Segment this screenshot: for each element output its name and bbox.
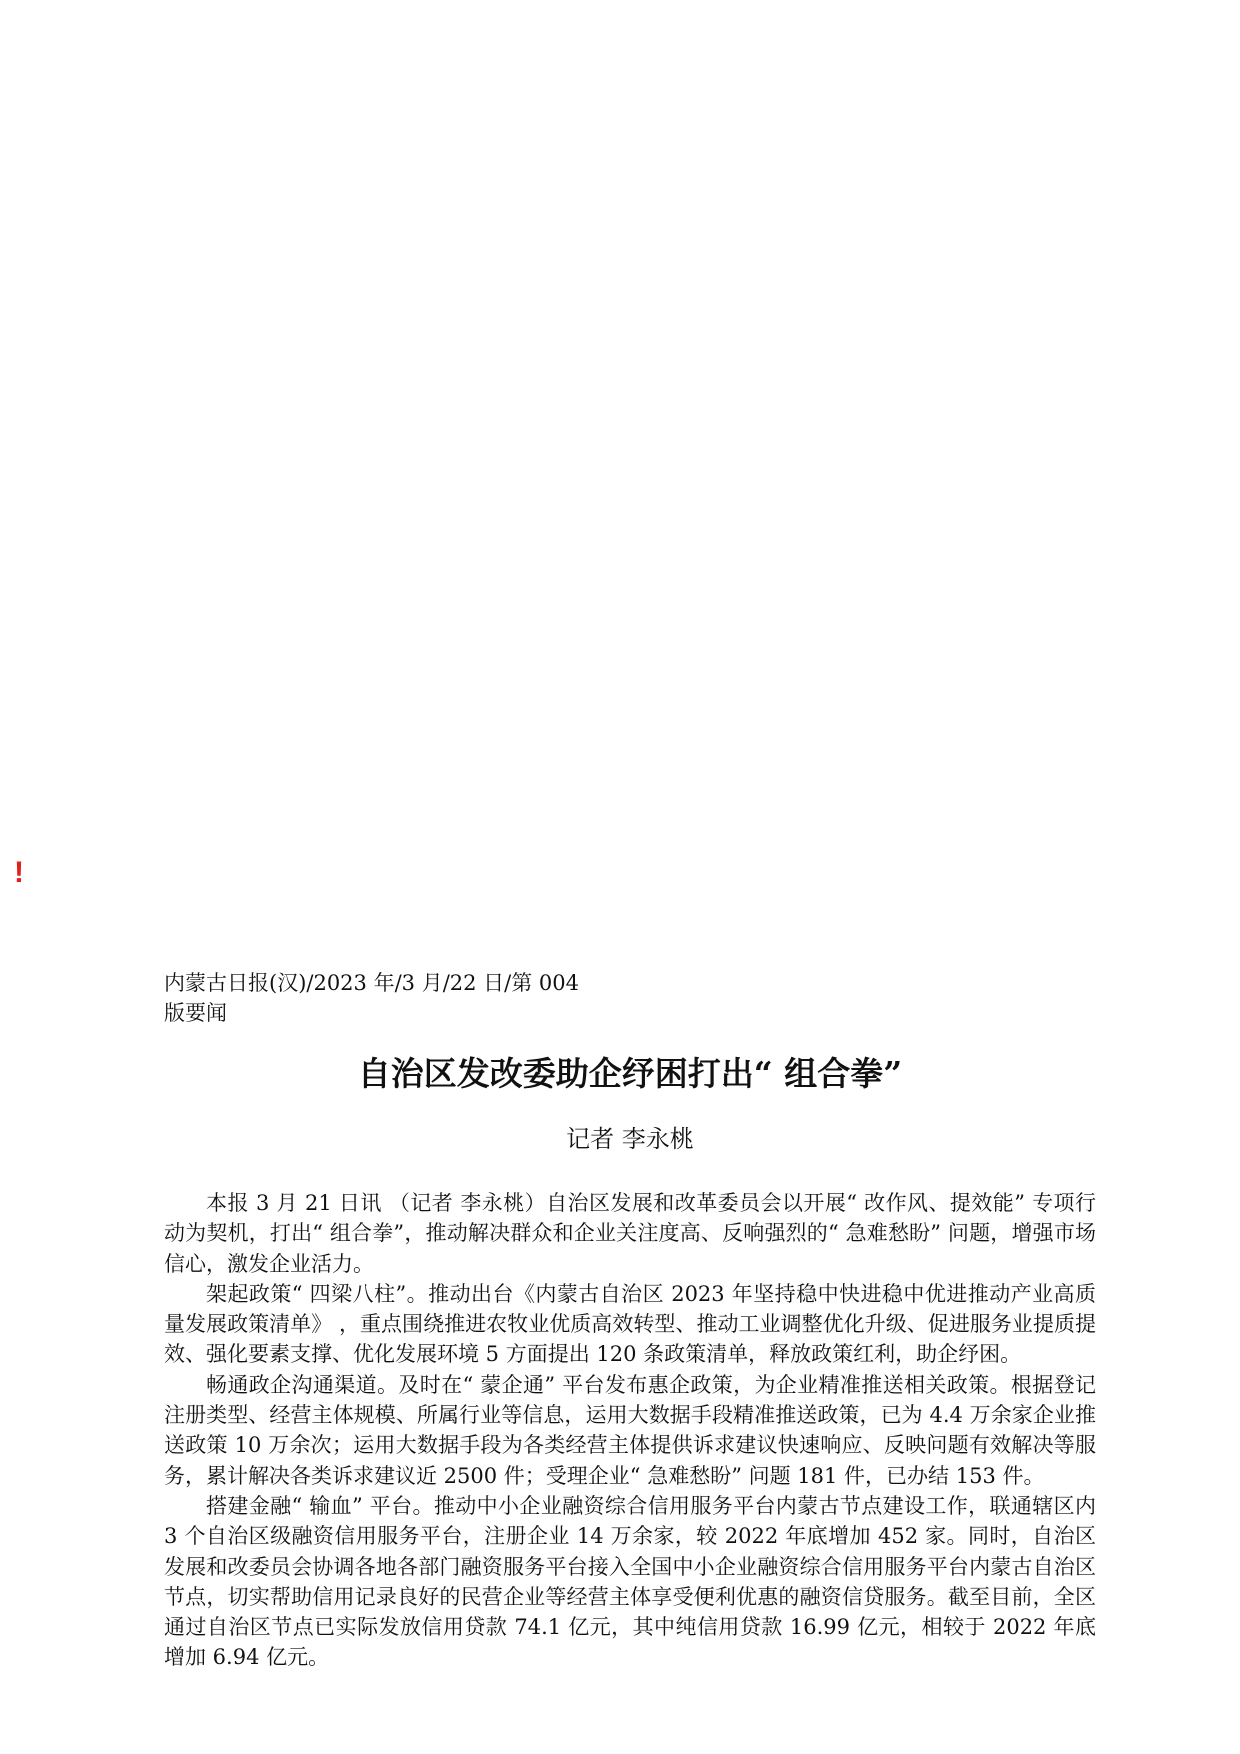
- article-title: 自治区发改委助企纾困打出“ 组合拳”: [357, 1054, 903, 1093]
- paragraph-policy: 架起政策“ 四梁八柱”。推动出台《内蒙古自治区 2023 年坚持稳中快进稳中优进推动产业高质量发展政策清单》 ，重点围绕推进农牧业优质高效转型、推动工业调整优化升级、促进服务业提质提效、强化要素支撑、优化发展环境 5 方面提出 120 条政策清单，释放政策红利，助企纾困。: [164, 1281, 1096, 1367]
- paragraph-communication: 畅通政企沟通渠道。及时在“ 蒙企通” 平台发布惠企政策，为企业精准推送相关政策。根据登记注册类型、经营主体规模、所属行业等信息，运用大数据手段精准推送政策，已为 4.4 万余家企业推送政策 10 万余次；运用大数据手段为各类经营主体提供诉求建议快速响应、反映问题有效解决等服务，累计解决各类诉求建议近 2500 件；受理企业“ 急难愁盼” 问题 181 件，已办结 153 件。: [164, 1372, 1096, 1488]
- alert-mark: !: [14, 856, 24, 889]
- paragraph-intro: 本报 3 月 21 日讯 （记者 李永桃）自治区发展和改革委员会以开展“ 改作风、提效能” 专项行动为契机，打出“ 组合拳”，推动解决群众和企业关注度高、反响强烈的“ 急难愁盼” 问题，增强市场信心，激发企业活力。: [164, 1191, 1096, 1276]
- article-byline: 记者 李永桃: [566, 1125, 694, 1153]
- paragraph-finance: 搭建金融“ 输血” 平台。推动中小企业融资综合信用服务平台内蒙古节点建设工作，联通辖区内 3 个自治区级融资信用服务平台，注册企业 14 万余家，较 2022 年底增加 452 家。同时，自治区发展和改委员会协调各地各部门融资服务平台接入全国中小企业融资综合信用服务平台内蒙古自治区节点，切实帮助信用记录良好的民营企业等经营主体享受便利优惠的融资信贷服务。截至目前，全区通过自治区节点已实际发放信用贷款 74.1 亿元，其中纯信用贷款 16.99 亿元，相较于 2022 年底增加 6.94 亿元。: [164, 1493, 1096, 1670]
- source-dateline: 内蒙古日报(汉)/2023 年/3 月/22 日/第 004 版要闻: [164, 971, 579, 1025]
- article-body: [164, 1188, 1096, 1673]
